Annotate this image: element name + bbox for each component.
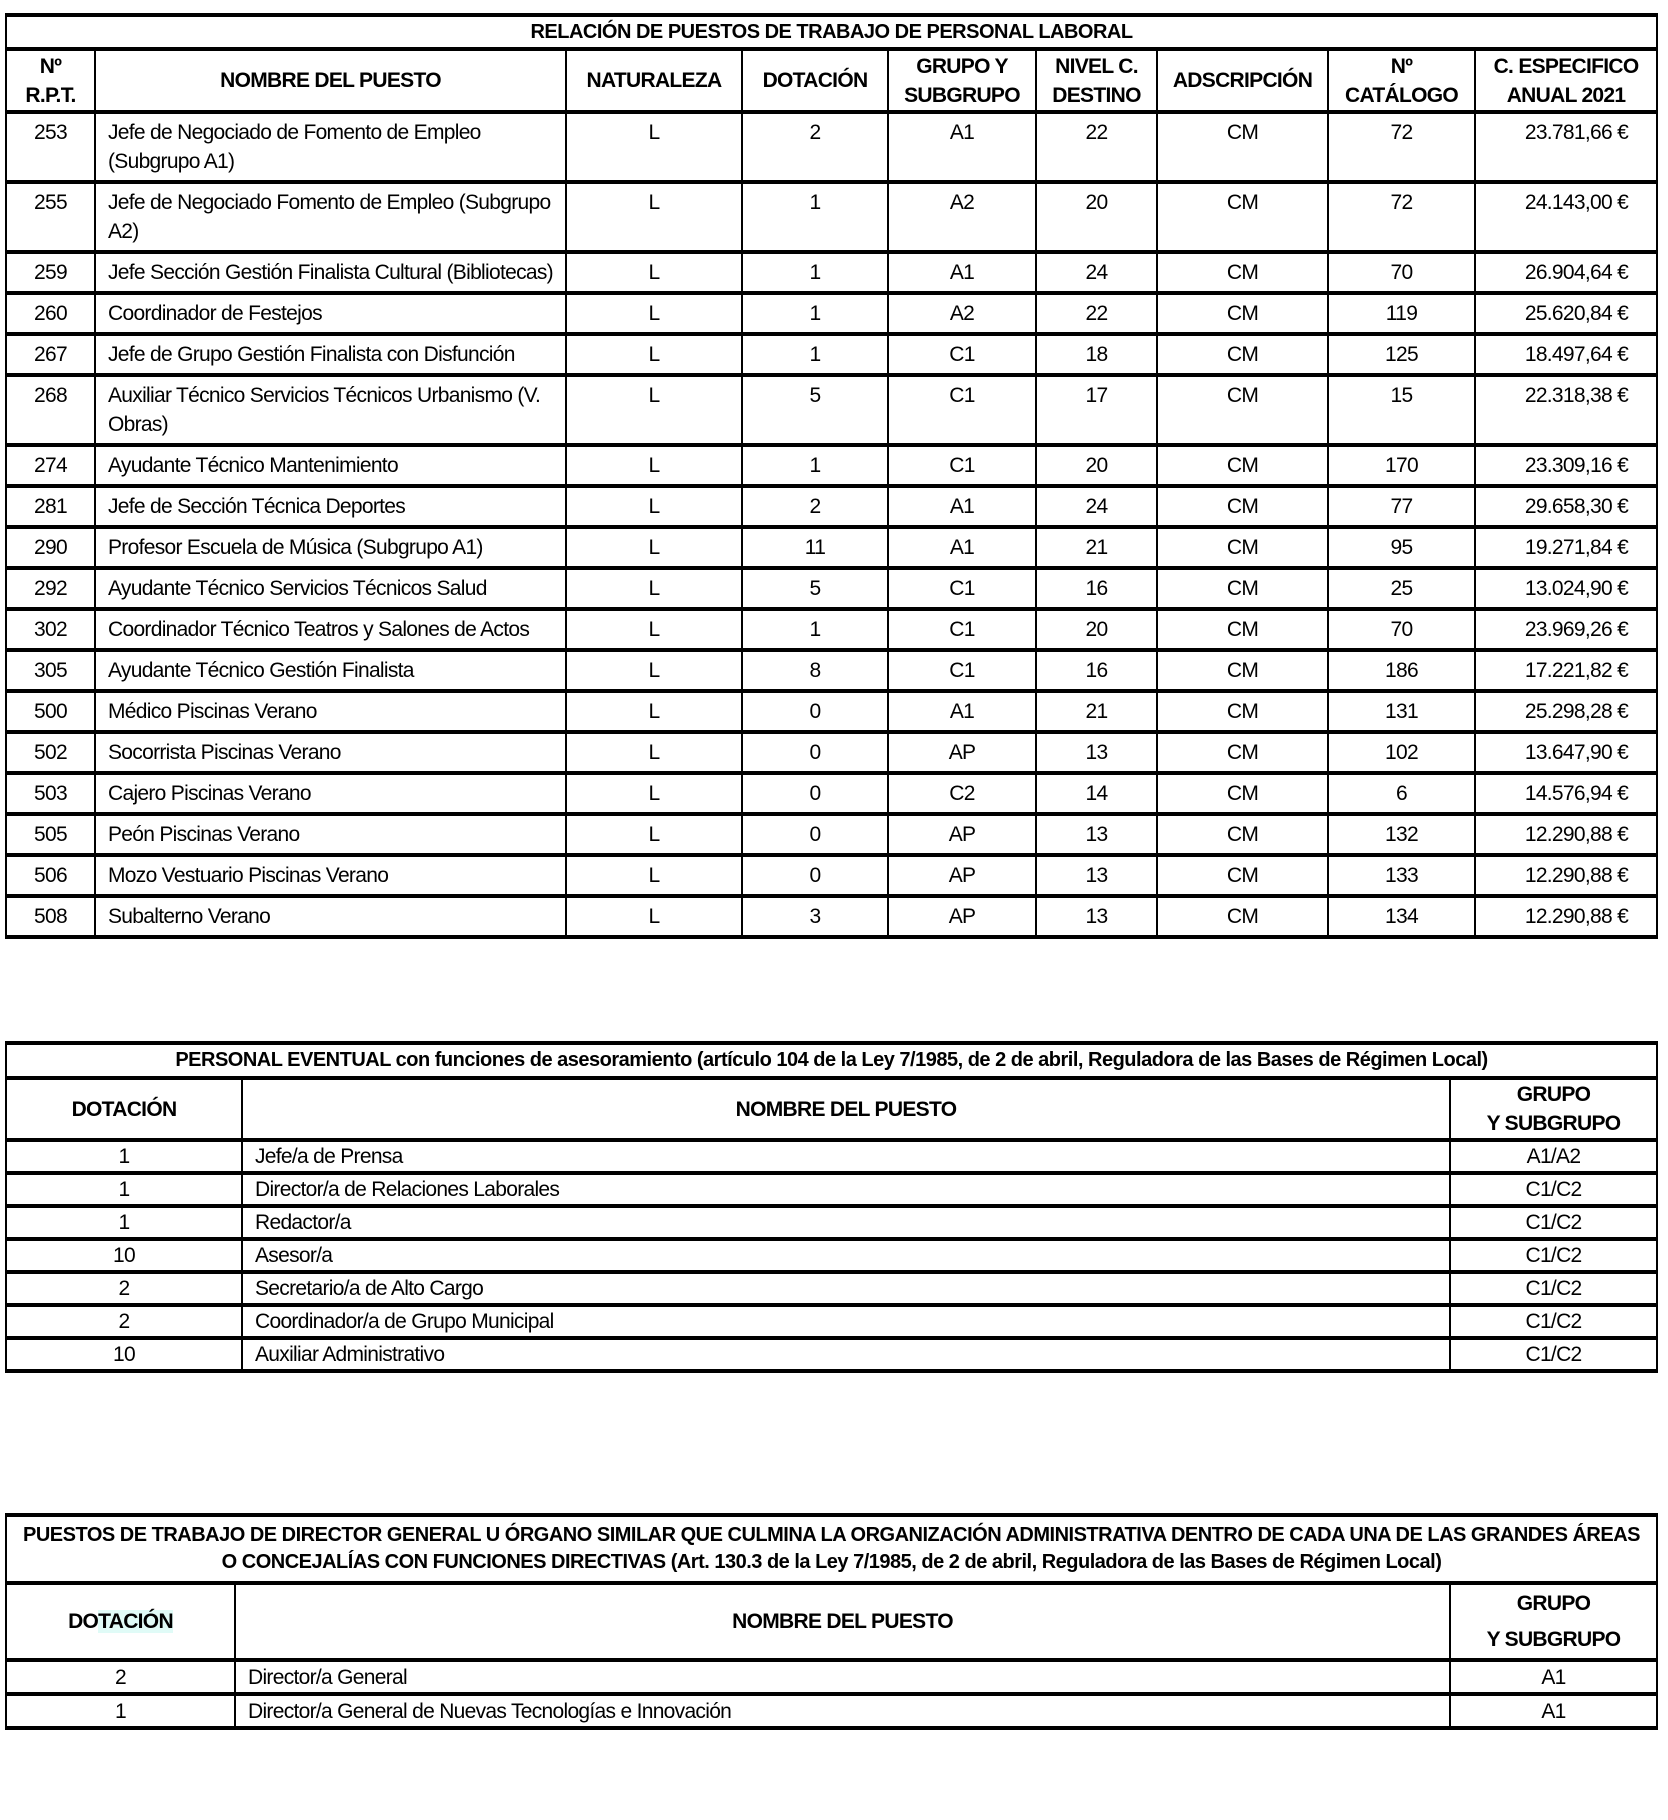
directivos-table [5, 1513, 1658, 1730]
cell-nombre: Peón Piscinas Verano [95, 814, 566, 855]
cell-naturaleza: L [566, 650, 742, 691]
cell-rpt: 508 [6, 896, 95, 937]
cell-rpt: 259 [6, 252, 95, 293]
cell-adscripcion: CM [1157, 293, 1328, 334]
cell-dotacion: 10 [6, 1239, 242, 1272]
cell-rpt: 281 [6, 486, 95, 527]
table-row [6, 1305, 1657, 1338]
cell-grupo: AP [888, 814, 1036, 855]
cell-dotacion: 8 [742, 650, 888, 691]
column-header-dotacion: DOTACIÓN [6, 1583, 235, 1660]
cell-rpt: 305 [6, 650, 95, 691]
cell-catalogo: 25 [1328, 568, 1475, 609]
cell-especifico: 19.271,84 € [1475, 527, 1657, 568]
cell-adscripcion: CM [1157, 896, 1328, 937]
cell-grupo: C1 [888, 609, 1036, 650]
cell-adscripcion: CM [1157, 182, 1328, 252]
cell-catalogo: 102 [1328, 732, 1475, 773]
cell-nombre: Jefe de Negociado Fomento de Empleo (Subgrupo A2) [95, 182, 566, 252]
cell-grupo: C1 [888, 650, 1036, 691]
cell-nivel: 21 [1036, 527, 1157, 568]
cell-especifico: 24.143,00 € [1475, 182, 1657, 252]
cell-nivel: 21 [1036, 691, 1157, 732]
cell-nivel: 22 [1036, 293, 1157, 334]
cell-grupo: C2 [888, 773, 1036, 814]
cell-dotacion: 0 [742, 814, 888, 855]
cell-nivel: 13 [1036, 732, 1157, 773]
header-row [6, 1078, 1657, 1140]
cell-nombre: Ayudante Técnico Gestión Finalista [95, 650, 566, 691]
cell-naturaleza: L [566, 773, 742, 814]
table-title: RELACIÓN DE PUESTOS DE TRABAJO DE PERSONAL LABORAL [6, 15, 1657, 49]
cell-dotacion: 11 [742, 527, 888, 568]
cell-grupo: A2 [888, 182, 1036, 252]
table-row [6, 1173, 1657, 1206]
personal-eventual-table [5, 1041, 1658, 1373]
cell-naturaleza: L [566, 445, 742, 486]
cell-naturaleza: L [566, 814, 742, 855]
cell-adscripcion: CM [1157, 855, 1328, 896]
cell-nombre: Asesor/a [242, 1239, 1450, 1272]
column-header-nombre: NOMBRE DEL PUESTO [95, 49, 566, 112]
cell-naturaleza: L [566, 568, 742, 609]
header-row [6, 1583, 1657, 1660]
cell-especifico: 25.298,28 € [1475, 691, 1657, 732]
cell-nombre: Cajero Piscinas Verano [95, 773, 566, 814]
table-row [6, 293, 1657, 334]
cell-grupo: A1 [1450, 1660, 1657, 1694]
column-header-nivel: NIVEL C. DESTINO [1036, 49, 1157, 112]
cell-nombre: Jefe de Sección Técnica Deportes [95, 486, 566, 527]
cell-dotacion: 1 [742, 252, 888, 293]
table-row [6, 1206, 1657, 1239]
cell-naturaleza: L [566, 855, 742, 896]
cell-grupo: A1 [1450, 1694, 1657, 1728]
cell-dotacion: 1 [6, 1694, 235, 1728]
cell-nombre: Ayudante Técnico Mantenimiento [95, 445, 566, 486]
column-header-grupo: GRUPO Y SUBGRUPO [888, 49, 1036, 112]
cell-dotacion: 2 [742, 486, 888, 527]
cell-nivel: 13 [1036, 814, 1157, 855]
cell-naturaleza: L [566, 293, 742, 334]
cell-dotacion: 1 [742, 293, 888, 334]
cell-catalogo: 170 [1328, 445, 1475, 486]
cell-nombre: Jefe de Negociado de Fomento de Empleo (Subgrupo A1) [95, 112, 566, 182]
cell-rpt: 255 [6, 182, 95, 252]
table-row [6, 855, 1657, 896]
cell-dotacion: 10 [6, 1338, 242, 1371]
cell-adscripcion: CM [1157, 527, 1328, 568]
cell-adscripcion: CM [1157, 691, 1328, 732]
column-header-dotacion: DOTACIÓN [742, 49, 888, 112]
cell-nivel: 13 [1036, 896, 1157, 937]
cell-dotacion: 0 [742, 691, 888, 732]
cell-nombre: Director/a de Relaciones Laborales [242, 1173, 1450, 1206]
cell-rpt: 268 [6, 375, 95, 445]
cell-adscripcion: CM [1157, 609, 1328, 650]
cell-catalogo: 77 [1328, 486, 1475, 527]
cell-grupo: A1 [888, 691, 1036, 732]
cell-especifico: 22.318,38 € [1475, 375, 1657, 445]
cell-catalogo: 15 [1328, 375, 1475, 445]
cell-naturaleza: L [566, 527, 742, 568]
table-row [6, 773, 1657, 814]
cell-catalogo: 131 [1328, 691, 1475, 732]
cell-grupo: AP [888, 896, 1036, 937]
cell-adscripcion: CM [1157, 814, 1328, 855]
column-header-rpt: Nº R.P.T. [6, 49, 95, 112]
cell-adscripcion: CM [1157, 375, 1328, 445]
cell-dotacion: 1 [742, 334, 888, 375]
cell-especifico: 13.647,90 € [1475, 732, 1657, 773]
table-row [6, 650, 1657, 691]
cell-especifico: 12.290,88 € [1475, 855, 1657, 896]
cell-catalogo: 72 [1328, 112, 1475, 182]
cell-rpt: 506 [6, 855, 95, 896]
table-row [6, 1140, 1657, 1173]
column-header-grupo: GRUPO Y SUBGRUPO [1450, 1078, 1657, 1140]
cell-catalogo: 133 [1328, 855, 1475, 896]
cell-grupo: C1 [888, 375, 1036, 445]
cell-nivel: 14 [1036, 773, 1157, 814]
cell-dotacion: 1 [6, 1173, 242, 1206]
header-row [6, 49, 1657, 112]
cell-grupo: C1/C2 [1450, 1305, 1657, 1338]
cell-nivel: 13 [1036, 855, 1157, 896]
column-header-nombre: NOMBRE DEL PUESTO [242, 1078, 1450, 1140]
cell-grupo: C1 [888, 568, 1036, 609]
cell-grupo: A1/A2 [1450, 1140, 1657, 1173]
cell-dotacion: 5 [742, 568, 888, 609]
cell-dotacion: 2 [742, 112, 888, 182]
table-row [6, 732, 1657, 773]
cell-adscripcion: CM [1157, 112, 1328, 182]
cell-nombre: Médico Piscinas Verano [95, 691, 566, 732]
cell-adscripcion: CM [1157, 650, 1328, 691]
cell-especifico: 17.221,82 € [1475, 650, 1657, 691]
cell-grupo: A1 [888, 252, 1036, 293]
cell-grupo: A2 [888, 293, 1036, 334]
cell-dotacion: 5 [742, 375, 888, 445]
cell-nivel: 20 [1036, 445, 1157, 486]
cell-especifico: 13.024,90 € [1475, 568, 1657, 609]
cell-naturaleza: L [566, 732, 742, 773]
table-row [6, 568, 1657, 609]
cell-especifico: 25.620,84 € [1475, 293, 1657, 334]
cell-rpt: 500 [6, 691, 95, 732]
table-row [6, 1272, 1657, 1305]
cell-nombre: Socorrista Piscinas Verano [95, 732, 566, 773]
cell-nivel: 24 [1036, 486, 1157, 527]
column-header-dotacion: DOTACIÓN [6, 1078, 242, 1140]
cell-rpt: 267 [6, 334, 95, 375]
table-row [6, 691, 1657, 732]
column-header-adscripcion: ADSCRIPCIÓN [1157, 49, 1328, 112]
cell-grupo: C1 [888, 445, 1036, 486]
table-row [6, 1660, 1657, 1694]
cell-rpt: 274 [6, 445, 95, 486]
cell-catalogo: 125 [1328, 334, 1475, 375]
table-row [6, 182, 1657, 252]
cell-adscripcion: CM [1157, 445, 1328, 486]
cell-grupo: C1/C2 [1450, 1239, 1657, 1272]
cell-nombre: Secretario/a de Alto Cargo [242, 1272, 1450, 1305]
cell-grupo: AP [888, 732, 1036, 773]
cell-dotacion: 1 [6, 1206, 242, 1239]
cell-dotacion: 1 [742, 609, 888, 650]
cell-especifico: 14.576,94 € [1475, 773, 1657, 814]
cell-dotacion: 0 [742, 773, 888, 814]
cell-especifico: 26.904,64 € [1475, 252, 1657, 293]
cell-especifico: 18.497,64 € [1475, 334, 1657, 375]
cell-naturaleza: L [566, 334, 742, 375]
text-highlight: TACIÓN [98, 1610, 173, 1633]
cell-dotacion: 2 [6, 1660, 235, 1694]
cell-naturaleza: L [566, 896, 742, 937]
cell-grupo: A1 [888, 112, 1036, 182]
cell-grupo: A1 [888, 486, 1036, 527]
cell-especifico: 23.309,16 € [1475, 445, 1657, 486]
cell-grupo: C1/C2 [1450, 1272, 1657, 1305]
cell-adscripcion: CM [1157, 334, 1328, 375]
cell-nombre: Jefe de Grupo Gestión Finalista con Disfunción [95, 334, 566, 375]
table-row [6, 1239, 1657, 1272]
cell-dotacion: 0 [742, 855, 888, 896]
cell-catalogo: 70 [1328, 609, 1475, 650]
table-row [6, 445, 1657, 486]
cell-naturaleza: L [566, 486, 742, 527]
cell-nombre: Subalterno Verano [95, 896, 566, 937]
cell-rpt: 502 [6, 732, 95, 773]
cell-nombre: Ayudante Técnico Servicios Técnicos Salud [95, 568, 566, 609]
cell-nivel: 18 [1036, 334, 1157, 375]
cell-naturaleza: L [566, 375, 742, 445]
cell-nivel: 20 [1036, 609, 1157, 650]
cell-rpt: 503 [6, 773, 95, 814]
cell-adscripcion: CM [1157, 568, 1328, 609]
cell-adscripcion: CM [1157, 252, 1328, 293]
column-header-nombre: NOMBRE DEL PUESTO [235, 1583, 1450, 1660]
cell-catalogo: 134 [1328, 896, 1475, 937]
cell-nombre: Auxiliar Técnico Servicios Técnicos Urbanismo (V. Obras) [95, 375, 566, 445]
cell-especifico: 23.781,66 € [1475, 112, 1657, 182]
table-title: PUESTOS DE TRABAJO DE DIRECTOR GENERAL U ÓRGANO SIMILAR QUE CULMINA LA ORGANIZACIÓN ADMINISTRATIVA DENTRO DE CADA UNA DE LAS GRANDES ÁREAS O CONCEJALÍAS CON FUNCIONES DIRECTIVAS (Art. 130.3 de la Ley 7/1985, de 2 de abril, Reguladora de las Bases de Régimen Local) [6, 1515, 1657, 1583]
column-header-grupo: GRUPO Y SUBGRUPO [1450, 1583, 1657, 1660]
cell-catalogo: 70 [1328, 252, 1475, 293]
cell-grupo: C1/C2 [1450, 1173, 1657, 1206]
cell-nombre: Jefe Sección Gestión Finalista Cultural (Bibliotecas) [95, 252, 566, 293]
cell-especifico: 23.969,26 € [1475, 609, 1657, 650]
cell-nombre: Redactor/a [242, 1206, 1450, 1239]
cell-nivel: 20 [1036, 182, 1157, 252]
cell-catalogo: 72 [1328, 182, 1475, 252]
table-row [6, 1694, 1657, 1728]
cell-dotacion: 1 [742, 182, 888, 252]
personal-laboral-table [5, 13, 1658, 939]
table-row [6, 112, 1657, 182]
table-row [6, 252, 1657, 293]
cell-nombre: Director/a General [235, 1660, 1450, 1694]
cell-rpt: 260 [6, 293, 95, 334]
cell-rpt: 302 [6, 609, 95, 650]
cell-naturaleza: L [566, 252, 742, 293]
column-header-catalogo: Nº CATÁLOGO [1328, 49, 1475, 112]
cell-grupo: C1/C2 [1450, 1338, 1657, 1371]
cell-especifico: 12.290,88 € [1475, 814, 1657, 855]
cell-naturaleza: L [566, 609, 742, 650]
cell-grupo: A1 [888, 527, 1036, 568]
cell-adscripcion: CM [1157, 486, 1328, 527]
cell-nombre: Mozo Vestuario Piscinas Verano [95, 855, 566, 896]
cell-grupo: C1/C2 [1450, 1206, 1657, 1239]
cell-rpt: 253 [6, 112, 95, 182]
cell-naturaleza: L [566, 112, 742, 182]
cell-nivel: 17 [1036, 375, 1157, 445]
cell-especifico: 29.658,30 € [1475, 486, 1657, 527]
table-row [6, 609, 1657, 650]
cell-rpt: 292 [6, 568, 95, 609]
cell-nivel: 16 [1036, 650, 1157, 691]
cell-nombre: Coordinador Técnico Teatros y Salones de Actos [95, 609, 566, 650]
cell-grupo: C1 [888, 334, 1036, 375]
cell-dotacion: 2 [6, 1305, 242, 1338]
table-title: PERSONAL EVENTUAL con funciones de asesoramiento (artículo 104 de la Ley 7/1985, de 2 de abril, Reguladora de las Bases de Régimen Local) [6, 1043, 1657, 1078]
cell-adscripcion: CM [1157, 732, 1328, 773]
table-row [6, 814, 1657, 855]
cell-nombre: Director/a General de Nuevas Tecnologías e Innovación [235, 1694, 1450, 1728]
cell-catalogo: 132 [1328, 814, 1475, 855]
cell-adscripcion: CM [1157, 773, 1328, 814]
table-row [6, 486, 1657, 527]
cell-nombre: Auxiliar Administrativo [242, 1338, 1450, 1371]
column-header-especifico: C. ESPECIFICO ANUAL 2021 [1475, 49, 1657, 112]
cell-nivel: 16 [1036, 568, 1157, 609]
cell-dotacion: 0 [742, 732, 888, 773]
cell-dotacion: 1 [742, 445, 888, 486]
cell-nombre: Coordinador/a de Grupo Municipal [242, 1305, 1450, 1338]
column-header-naturaleza: NATURALEZA [566, 49, 742, 112]
cell-catalogo: 119 [1328, 293, 1475, 334]
cell-nombre: Profesor Escuela de Música (Subgrupo A1) [95, 527, 566, 568]
cell-rpt: 505 [6, 814, 95, 855]
cell-nivel: 22 [1036, 112, 1157, 182]
cell-rpt: 290 [6, 527, 95, 568]
cell-dotacion: 2 [6, 1272, 242, 1305]
table-row [6, 1338, 1657, 1371]
table-row [6, 896, 1657, 937]
cell-naturaleza: L [566, 182, 742, 252]
cell-naturaleza: L [566, 691, 742, 732]
cell-dotacion: 1 [6, 1140, 242, 1173]
cell-grupo: AP [888, 855, 1036, 896]
cell-catalogo: 186 [1328, 650, 1475, 691]
table-row [6, 375, 1657, 445]
cell-dotacion: 3 [742, 896, 888, 937]
cell-nombre: Coordinador de Festejos [95, 293, 566, 334]
cell-catalogo: 6 [1328, 773, 1475, 814]
table-row [6, 334, 1657, 375]
cell-nombre: Jefe/a de Prensa [242, 1140, 1450, 1173]
cell-nivel: 24 [1036, 252, 1157, 293]
cell-especifico: 12.290,88 € [1475, 896, 1657, 937]
table-row [6, 527, 1657, 568]
cell-catalogo: 95 [1328, 527, 1475, 568]
